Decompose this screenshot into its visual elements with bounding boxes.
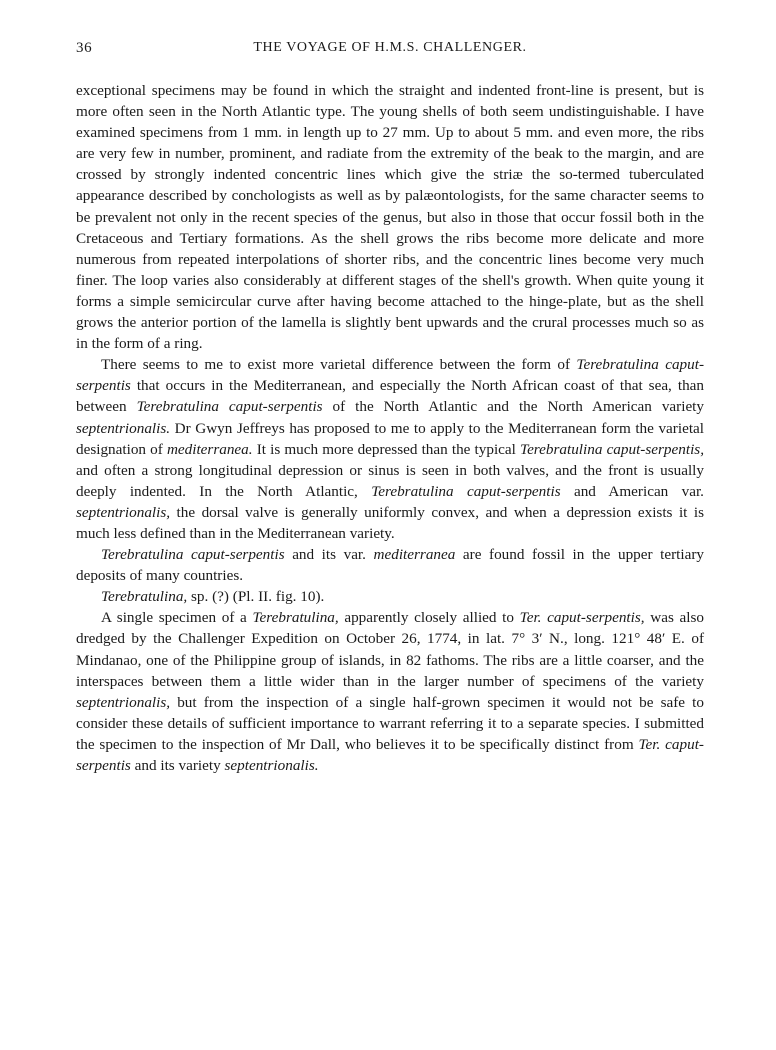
text-run: and its var. <box>284 546 374 564</box>
text-run: and American var. <box>560 482 704 500</box>
text-run: Dr Gwyn Jeffreys has proposed to me to apply to the Mediterranean form the varietal designation of <box>76 419 704 458</box>
text-run: exceptional specimens may be found in which the straight and indented front-line is present, but is more often seen in the North Atlantic type. The young shells of both seem undistinguishable. I have examined specimens from 1 mm. in length up to 27 mm. Up to about 5 mm. and even more, the ribs are very few in number, prominent, and radiate from the extremity of the beak to the margin, and are crossed by strongly indented concentric lines which give the striæ the so-termed tuberculated appearance described by conchologists as well as by palæontologists, for the same character seems to be prevalent not only in the recent species of the genus, but also in those that occur fossil both in the Cretaceous and Tertiary formations. As the shell grows the ribs become more delicate and more numerous from repeated interpolations of shorter ribs, and the concentric lines become very much finer. The loop varies also considerably at different stages of the shell's growth. When quite young it forms a simple semicircular curve after having become attached to the hinge-plate, but as the shell grows the anterior portion of the lamella is slightly bent upwards and the crural processes much so as in the form of a ring. <box>76 82 704 353</box>
italic-taxon: mediterranea <box>373 546 456 564</box>
text-run: of the North Atlantic and the North American variety <box>322 398 704 416</box>
paragraph-3 <box>76 544 704 586</box>
body-text <box>76 80 704 776</box>
italic-taxon: Ter. caput-serpentis <box>76 735 704 774</box>
text-run: apparently closely allied to <box>338 609 520 627</box>
italic-taxon: septentrionalis, <box>76 503 171 521</box>
paragraph-4 <box>76 607 704 776</box>
text-run: and its variety <box>130 757 225 774</box>
paragraph-2 <box>76 354 704 544</box>
italic-taxon: septentrionalis. <box>224 757 319 774</box>
text-run: It is much more depressed than the typical <box>252 440 521 458</box>
italic-taxon: septentrionalis. <box>76 419 171 437</box>
text-run: A single specimen of a <box>101 609 253 627</box>
italic-taxon: Terebratulina caput-serpentis <box>136 398 323 416</box>
text-run: but from the inspection of a single half-grown specimen it would not be safe to consider these details of sufficient importance to warrant referring it to a separate species. I submitted the specimen to the inspection of Mr Dall, who believes it to be specifically distinct from <box>76 693 704 753</box>
italic-taxon: Ter. caput-serpentis, <box>519 609 645 627</box>
running-head: THE VOYAGE OF H.M.S. CHALLENGER. <box>253 40 527 55</box>
text-run: are found fossil in the upper tertiary deposits of many countries. <box>76 546 704 585</box>
page-number: 36 <box>76 40 93 56</box>
text-run: sp. (?) (Pl. II. fig. 10). <box>187 588 325 606</box>
italic-taxon: septentrionalis, <box>76 693 171 711</box>
italic-taxon: Terebratulina caput-serpentis, <box>520 440 704 458</box>
species-heading <box>76 586 704 607</box>
page-header <box>76 40 704 64</box>
paragraph-1 <box>76 80 704 354</box>
italic-taxon: Terebratulina caput-serpentis <box>76 356 704 395</box>
italic-taxon: Terebratulina, <box>252 609 339 627</box>
text-run: was also dredged by the Challenger Expedition on October 26, 1774, in lat. 7° 3′ N., long. 121° 48′ E. of Mindanao, one of the Philippine group of islands, in 82 fathoms. The ribs are a little coarser, and the interspaces between them a little wider than in the larger number of specimens of the variety <box>76 609 704 690</box>
text-run: the dorsal valve is generally uniformly convex, and when a depression exists it is much less defined than in the Mediterranean variety. <box>76 503 704 542</box>
italic-taxon: Terebratulina caput-serpentis <box>371 482 561 500</box>
italic-taxon: Terebratulina caput-serpentis <box>101 546 285 564</box>
text-run: and often a strong longitudinal depression or sinus is seen in both valves, and the front is usually deeply indented. In the North Atlantic, <box>76 461 704 500</box>
text-run: There seems to me to exist more varietal difference between the form of <box>101 356 577 374</box>
italic-taxon: Terebratulina, <box>101 588 188 606</box>
italic-taxon: mediterranea. <box>166 440 253 458</box>
text-run: that occurs in the Mediterranean, and especially the North African coast of that sea, than between <box>76 377 704 416</box>
